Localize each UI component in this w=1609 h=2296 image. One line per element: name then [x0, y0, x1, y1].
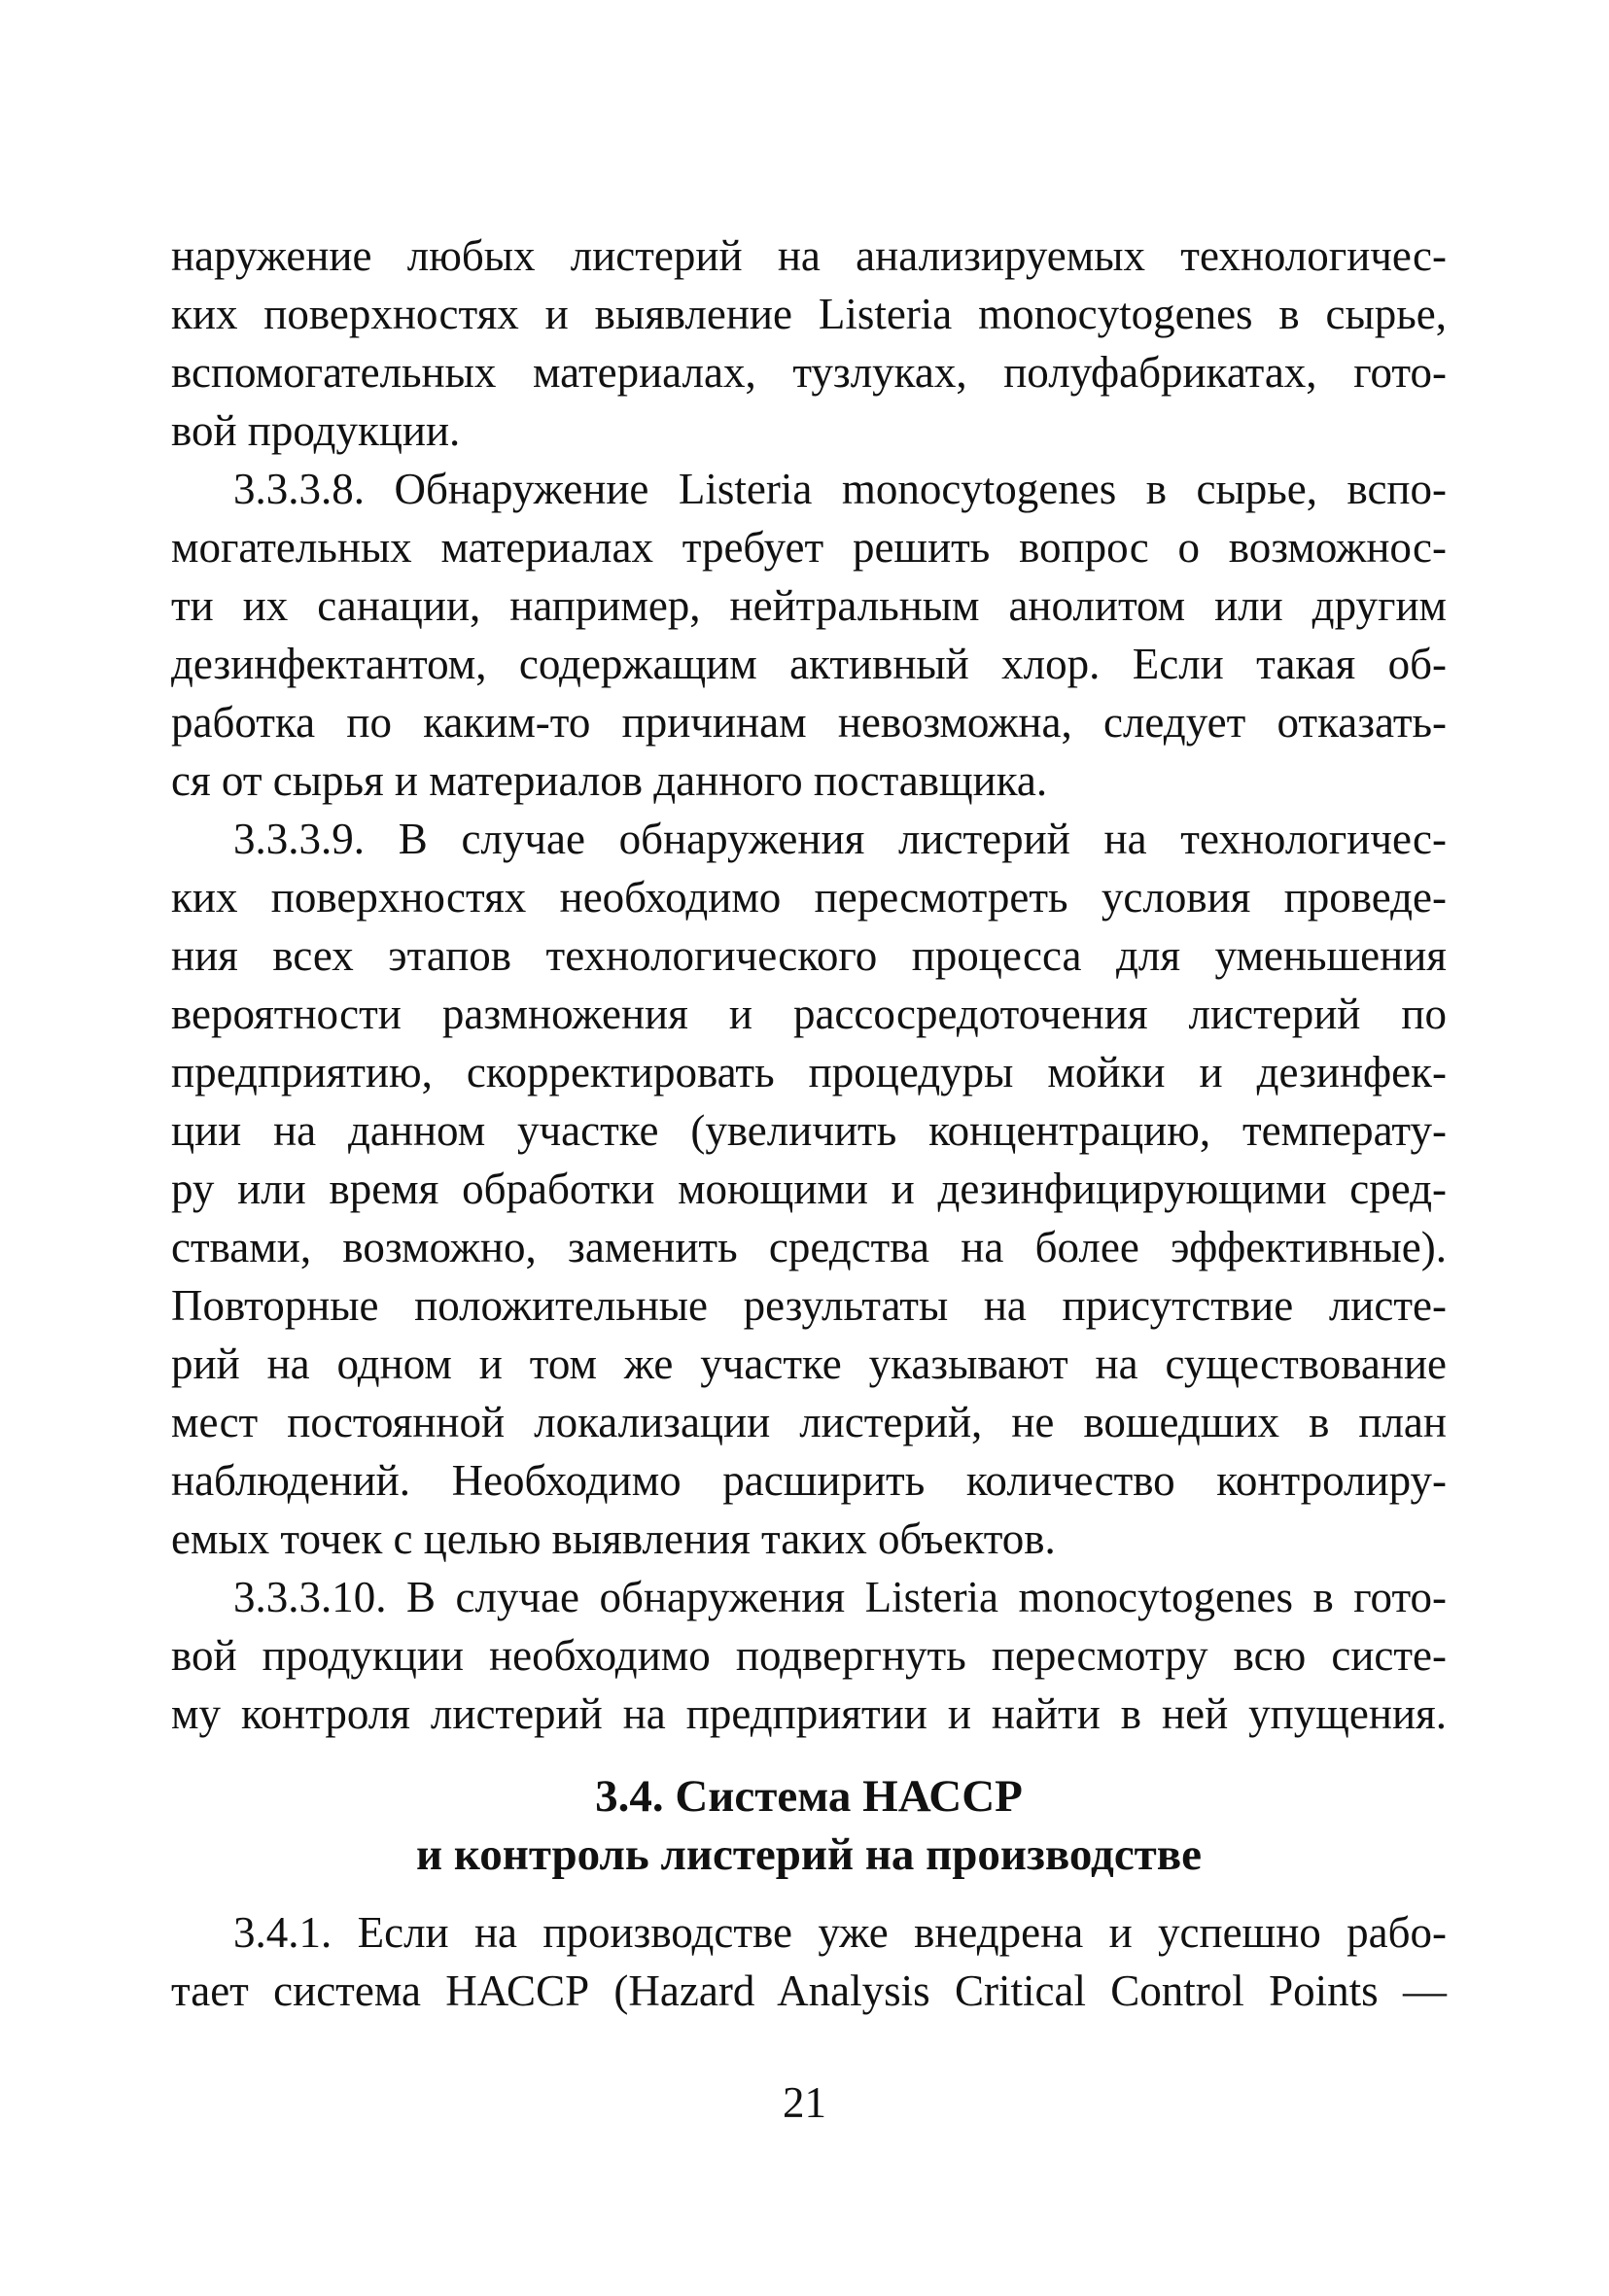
- text-line: наблюдений. Необходимо расширить количество контролиру-: [171, 1456, 1447, 1505]
- text-line: ствами, возможно, заменить средства на более эффективные).: [171, 1223, 1447, 1271]
- text-line: вероятности размножения и рассосредоточения листерий по: [171, 990, 1447, 1038]
- page-number: 21: [783, 2078, 826, 2127]
- text-line: работка по каким-то причинам невозможна, следует отказать-: [171, 698, 1447, 747]
- heading-line: 3.4. Система НАССР: [595, 1771, 1023, 1822]
- text-line: ких поверхностях необходимо пересмотреть условия проведе-: [171, 873, 1447, 922]
- text-line: наружение любых листерий на анализируемых технологичес-: [171, 231, 1447, 280]
- text-line: предприятию, скорректировать процедуры мойки и дезинфек-: [171, 1048, 1447, 1096]
- text-line: могательных материалах требует решить вопрос о возможнос-: [171, 523, 1447, 572]
- text-line: дезинфектантом, содержащим активный хлор. Если такая об-: [171, 640, 1447, 688]
- paragraph-3-3-3-8: [171, 460, 1447, 810]
- text-line: 3.4.1. Если на производстве уже внедрена и успешно рабо-: [233, 1908, 1447, 1957]
- text-line: 3.3.3.8. Обнаружение Listeria monocytogenes в сырье, вспо-: [233, 465, 1447, 513]
- text-line: 3.3.3.9. В случае обнаружения листерий на технологичес-: [233, 815, 1447, 863]
- paragraph-3-4-1: [171, 1903, 1447, 2020]
- text-line: ния всех этапов технологического процесса для уменьшения: [171, 931, 1447, 980]
- paragraph-continuation: [171, 226, 1447, 460]
- paragraph-3-3-3-10: [171, 1568, 1447, 1743]
- text-line: вой продукции.: [171, 406, 461, 455]
- text-line: ции на данном участке (увеличить концентрацию, температу-: [171, 1106, 1447, 1155]
- text-line: вой продукции необходимо подвергнуть пересмотру всю систе-: [171, 1631, 1447, 1680]
- text-line: ти их санации, например, нейтральным анолитом или другим: [171, 581, 1447, 630]
- paragraph-3-3-3-9: [171, 810, 1447, 1568]
- section-heading: [171, 1767, 1447, 1884]
- text-line: му контроля листерий на предприятии и найти в ней упущения.: [171, 1689, 1447, 1738]
- text-line: рий на одном и том же участке указывают на существование: [171, 1339, 1447, 1388]
- text-line: емых точек с целью выявления таких объектов.: [171, 1514, 1056, 1563]
- heading-line: и контроль листерий на производстве: [415, 1829, 1203, 1880]
- text-line: ких поверхностях и выявление Listeria monocytogenes в сырье,: [171, 290, 1447, 338]
- text-line: тает система НАССР (Hazard Analysis Critical Control Points —: [171, 1966, 1447, 2015]
- text-line: ру или время обработки моющими и дезинфицирующими сред-: [171, 1165, 1447, 1213]
- text-line: ся от сырья и материалов данного поставщика.: [171, 756, 1048, 805]
- text-line: Повторные положительные результаты на присутствие листе-: [171, 1281, 1447, 1330]
- text-line: мест постоянной локализации листерий, не вошедших в план: [171, 1398, 1447, 1446]
- text-line: вспомогательных материалах, тузлуках, полуфабрикатах, гото-: [171, 348, 1447, 397]
- text-line: 3.3.3.10. В случае обнаружения Listeria monocytogenes в гото-: [233, 1573, 1447, 1621]
